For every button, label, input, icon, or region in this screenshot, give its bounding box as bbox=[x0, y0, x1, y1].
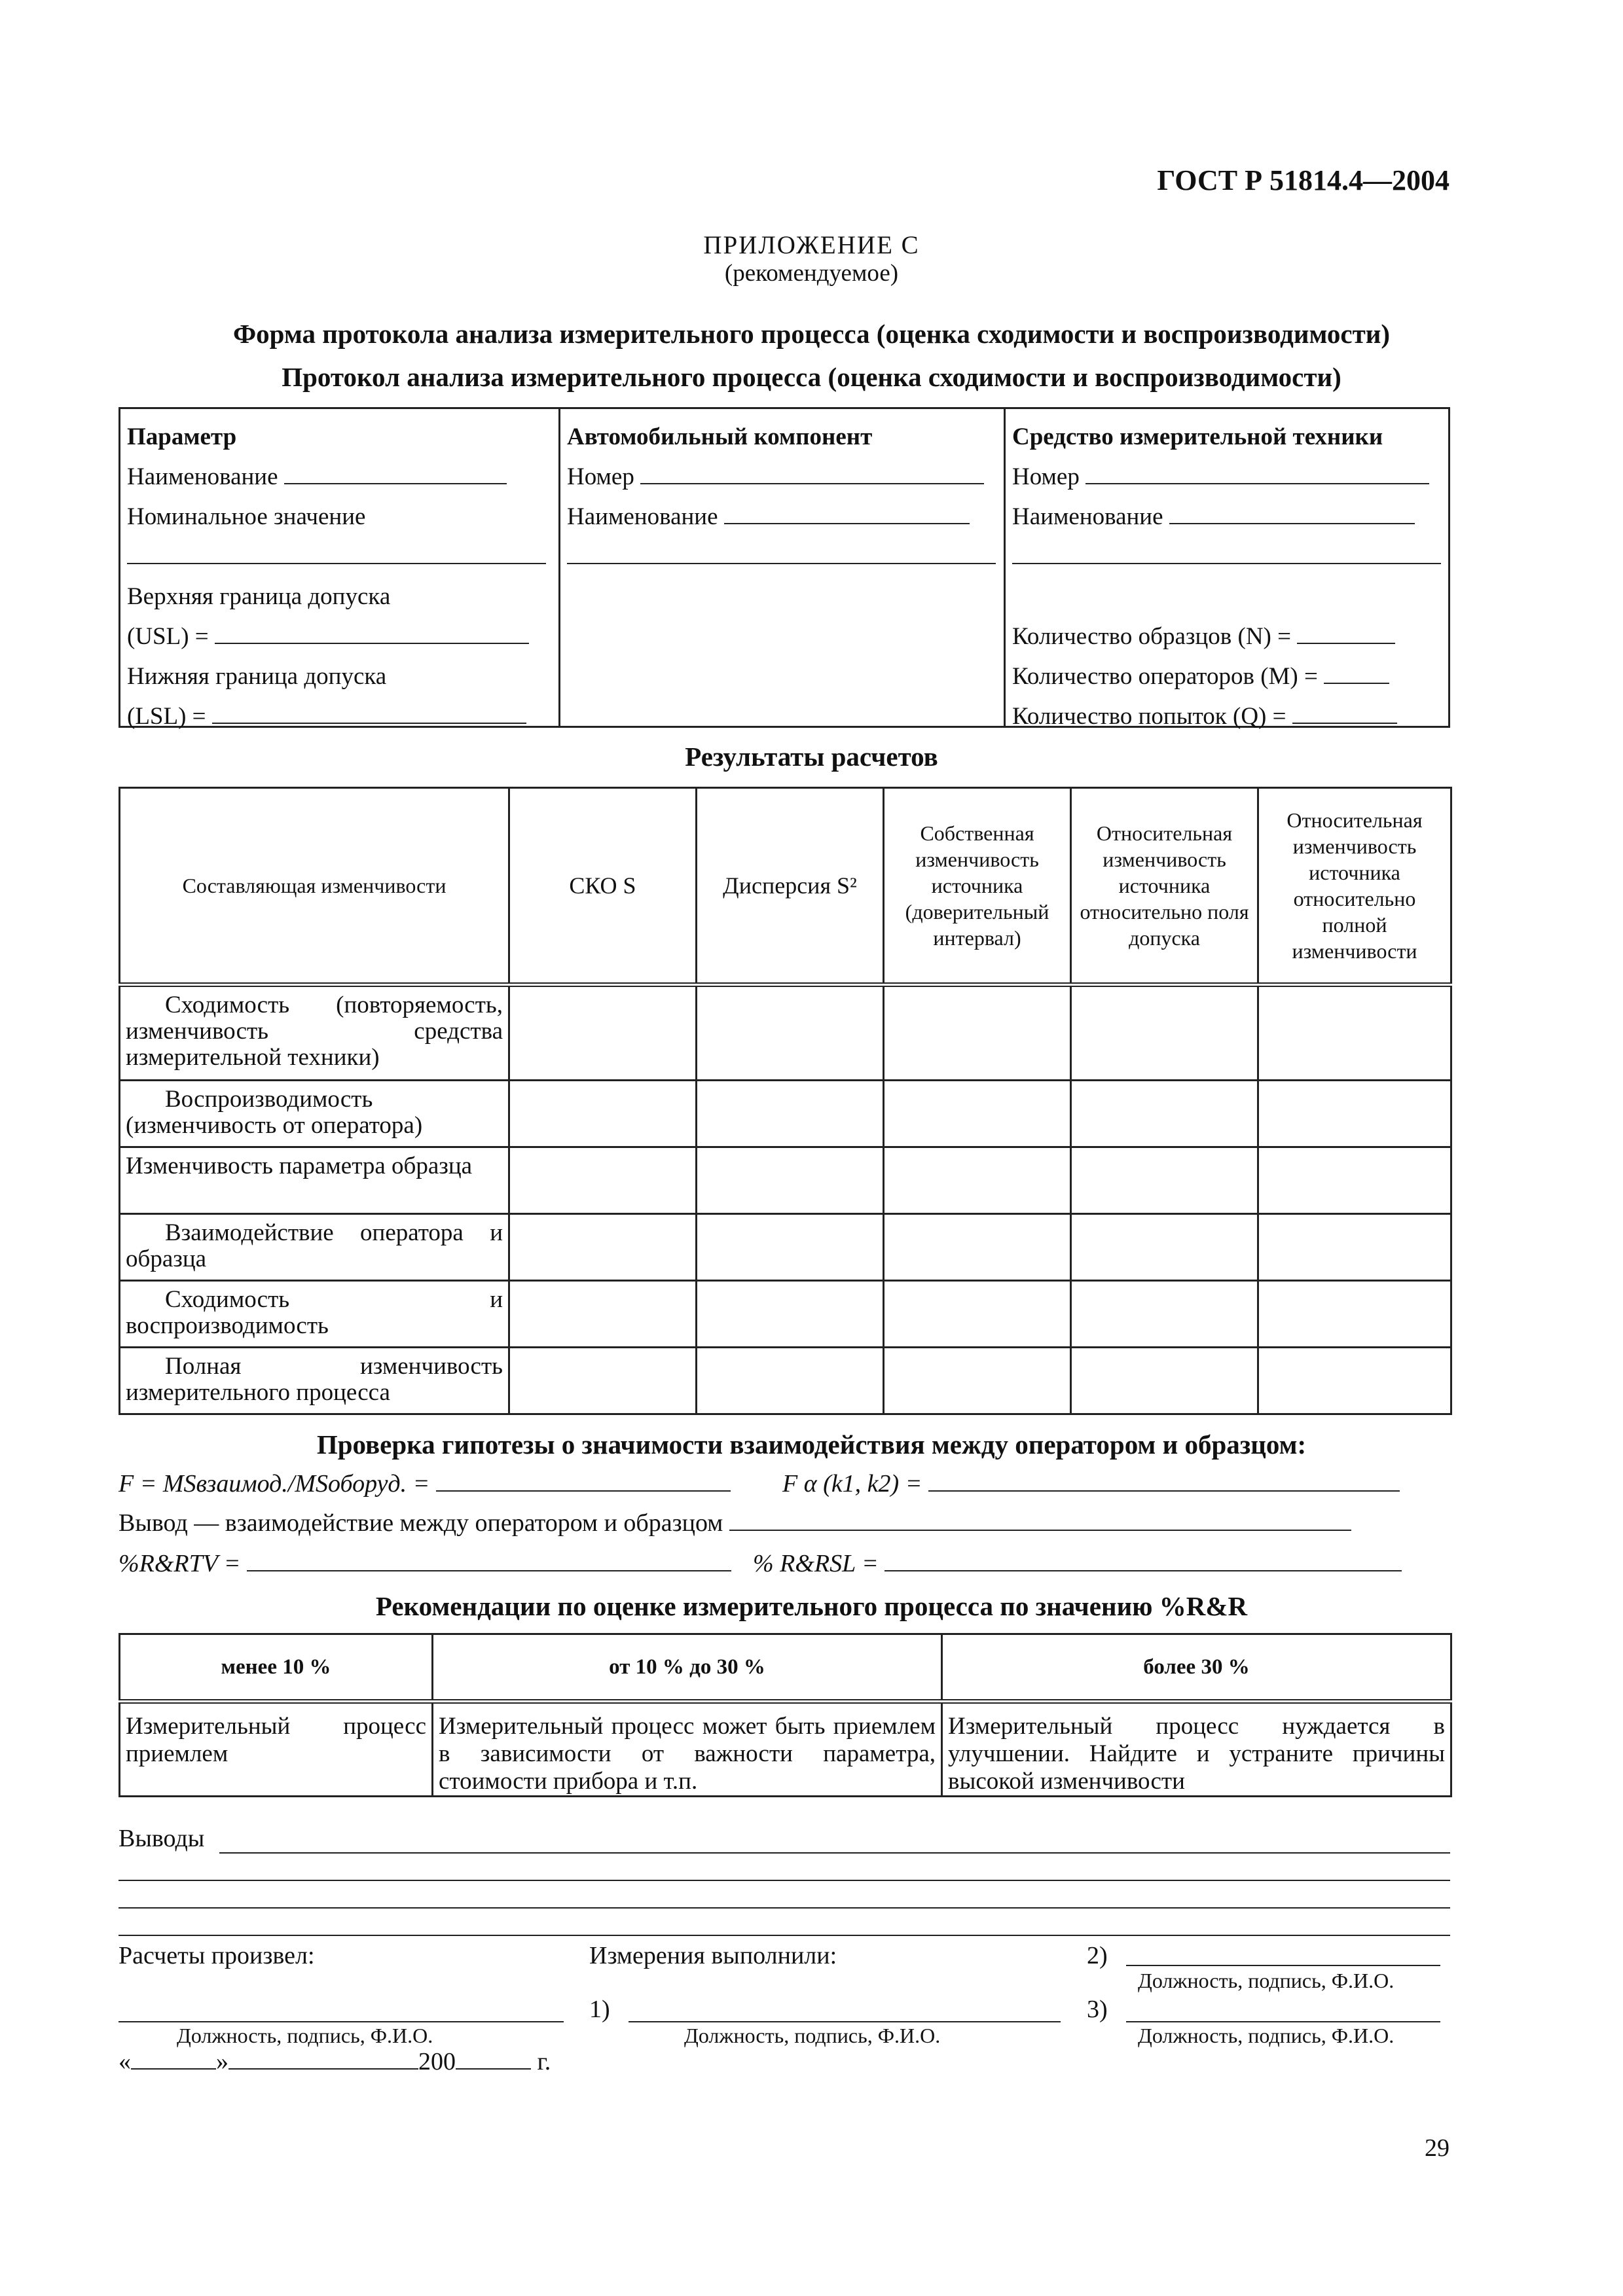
cell-input[interactable] bbox=[697, 985, 884, 1081]
date-suffix: г. bbox=[537, 2048, 551, 2075]
table-row bbox=[120, 1081, 1451, 1147]
row-label: Полная изменчивость измерительного процесса bbox=[120, 1348, 509, 1414]
f-formula: F = MSвзаимод./MSоборуд. = bbox=[119, 1470, 430, 1498]
cell-input[interactable] bbox=[884, 985, 1071, 1081]
lsl-formula: (LSL) = bbox=[127, 703, 206, 730]
cell-input[interactable] bbox=[1071, 1281, 1258, 1348]
date-year-prefix: 200 bbox=[418, 2048, 456, 2075]
cell-input[interactable] bbox=[509, 1348, 697, 1414]
cell-input[interactable] bbox=[884, 1214, 1071, 1281]
results-header: Составляющая изменчивости bbox=[120, 788, 509, 985]
f-alpha-field[interactable] bbox=[928, 1490, 1400, 1492]
f-alpha-row bbox=[782, 1469, 1400, 1498]
parameter-heading: Параметр bbox=[127, 423, 237, 450]
cell-input[interactable] bbox=[884, 1147, 1071, 1214]
conclusions-line[interactable] bbox=[219, 1852, 1450, 1854]
signature-line-2[interactable] bbox=[1126, 1965, 1440, 1966]
samples-field[interactable] bbox=[1297, 643, 1395, 644]
nominal-field[interactable] bbox=[127, 563, 546, 564]
instrument-column bbox=[1006, 409, 1452, 730]
signature-caption: Должность, подпись, Ф.И.О. bbox=[684, 2024, 941, 2047]
nominal-label: Номинальное значение bbox=[127, 503, 366, 530]
usl-field[interactable] bbox=[215, 643, 529, 644]
conclusion-row bbox=[119, 1509, 1351, 1537]
date-year-field[interactable] bbox=[456, 2068, 531, 2070]
signer-number: 3) bbox=[1087, 1996, 1108, 2023]
rr-sl-field[interactable] bbox=[884, 1570, 1402, 1571]
recommendation-header: более 30 % bbox=[942, 1634, 1451, 1702]
parameter-column bbox=[120, 409, 560, 730]
cell-input[interactable] bbox=[697, 1348, 884, 1414]
row-label: Сходимость (повторяемость, изменчивость средства измерительной техники) bbox=[120, 985, 509, 1081]
signature-caption: Должность, подпись, Ф.И.О. bbox=[1138, 1969, 1395, 1992]
component-number-field[interactable] bbox=[640, 483, 984, 484]
signature-line-1[interactable] bbox=[629, 2021, 1061, 2022]
operators-label: Количество операторов (M) = bbox=[1012, 663, 1318, 690]
usl-label: Верхняя граница допуска bbox=[127, 583, 391, 610]
trials-label: Количество попыток (Q) = bbox=[1012, 703, 1286, 730]
cell-input[interactable] bbox=[509, 1081, 697, 1147]
recommendation-cell: Измерительный процесс может быть приемлем в зависимости от важности параметра, стоимости прибора и т.п. bbox=[433, 1702, 942, 1797]
parameters-table bbox=[119, 407, 1450, 728]
cell-input[interactable] bbox=[697, 1214, 884, 1281]
cell-input[interactable] bbox=[884, 1348, 1071, 1414]
calc-signature-line[interactable] bbox=[119, 2021, 564, 2022]
signer-number: 2) bbox=[1087, 1942, 1108, 1969]
instrument-heading: Средство измерительной техники bbox=[1012, 423, 1383, 450]
date-day-field[interactable] bbox=[131, 2068, 216, 2070]
results-header: Относительная изменчивость источника относительно полной изменчивости bbox=[1258, 788, 1451, 985]
lsl-field[interactable] bbox=[212, 723, 526, 724]
table-row bbox=[120, 1348, 1451, 1414]
cell-input[interactable] bbox=[1258, 985, 1451, 1081]
cell-input[interactable] bbox=[1071, 985, 1258, 1081]
cell-input[interactable] bbox=[1071, 1214, 1258, 1281]
calc-by-label: Расчеты произвел: bbox=[119, 1942, 315, 1969]
rr-sl-label: % R&RSL = bbox=[753, 1550, 879, 1577]
cell-input[interactable] bbox=[509, 985, 697, 1081]
instrument-name-field[interactable] bbox=[1169, 523, 1415, 524]
rr-tv-field[interactable] bbox=[247, 1570, 731, 1571]
cell-input[interactable] bbox=[884, 1281, 1071, 1348]
lsl-label: Нижняя граница допуска bbox=[127, 663, 387, 690]
page-number: 29 bbox=[1425, 2134, 1450, 2162]
cell-input[interactable] bbox=[1071, 1348, 1258, 1414]
operators-field[interactable] bbox=[1324, 683, 1389, 684]
conclusions-line[interactable] bbox=[119, 1880, 1450, 1881]
results-header: Собственная изменчивость источника (доверительный интервал) bbox=[884, 788, 1071, 985]
cell-input[interactable] bbox=[1071, 1081, 1258, 1147]
signature-caption: Должность, подпись, Ф.И.О. bbox=[177, 2024, 433, 2047]
recommendations-title: Рекомендации по оценке измерительного процесса по значению %R&R bbox=[375, 1591, 1248, 1621]
results-table bbox=[119, 787, 1452, 1415]
conclusions-line[interactable] bbox=[119, 1907, 1450, 1909]
date-month-field[interactable] bbox=[228, 2068, 418, 2070]
rr-sl-row bbox=[753, 1549, 1402, 1578]
recommendation-header: от 10 % до 30 % bbox=[433, 1634, 942, 1702]
results-header: СКО S bbox=[509, 788, 697, 985]
f-formula-row bbox=[119, 1469, 731, 1498]
component-name-label: Наименование bbox=[567, 503, 718, 530]
cell-input[interactable] bbox=[1258, 1081, 1451, 1147]
usl-formula: (USL) = bbox=[127, 623, 209, 650]
hypothesis-title: Проверка гипотезы о значимости взаимодействия между оператором и образцом: bbox=[316, 1429, 1307, 1460]
recommendation-cell: Измерительный процесс нуждается в улучшении. Найдите и устраните причины высокой изменчивости bbox=[942, 1702, 1451, 1797]
recommendation-cell: Измерительный процесс приемлем bbox=[120, 1702, 433, 1797]
appendix-subtitle: (рекомендуемое) bbox=[724, 260, 899, 287]
conclusion-label: Вывод — взаимодействие между оператором и образцом bbox=[119, 1509, 723, 1537]
row-label: Воспроизводимость (изменчивость от оператора) bbox=[120, 1081, 509, 1147]
form-title: Форма протокола анализа измерительного процесса (оценка сходимости и воспроизводимости) bbox=[232, 319, 1391, 349]
cell-input[interactable] bbox=[1258, 1147, 1451, 1214]
instrument-name-label: Наименование bbox=[1012, 503, 1163, 530]
instrument-number-field[interactable] bbox=[1085, 483, 1429, 484]
component-name-field[interactable] bbox=[724, 523, 970, 524]
name-label: Наименование bbox=[127, 463, 278, 490]
document-code: ГОСТ Р 51814.4—2004 bbox=[1157, 164, 1450, 196]
cell-input[interactable] bbox=[697, 1281, 884, 1348]
signer-number: 1) bbox=[589, 1996, 610, 2023]
cell-input[interactable] bbox=[509, 1147, 697, 1214]
date-row: « » 200 г. bbox=[119, 2048, 551, 2075]
signature-line-3[interactable] bbox=[1126, 2021, 1440, 2022]
results-header: Дисперсия S² bbox=[697, 788, 884, 985]
rr-tv-row bbox=[119, 1549, 731, 1578]
samples-label: Количество образцов (N) = bbox=[1012, 623, 1291, 650]
row-label: Изменчивость параметра образца bbox=[120, 1147, 509, 1214]
component-number-label: Номер bbox=[567, 463, 634, 490]
cell-input[interactable] bbox=[509, 1281, 697, 1348]
instrument-extra-field[interactable] bbox=[1012, 563, 1441, 564]
name-field[interactable] bbox=[284, 483, 507, 484]
cell-input[interactable] bbox=[1258, 1214, 1451, 1281]
f-value-field[interactable] bbox=[436, 1490, 731, 1492]
cell-input[interactable] bbox=[697, 1147, 884, 1214]
table-row bbox=[120, 985, 1451, 1081]
trials-field[interactable] bbox=[1292, 723, 1397, 724]
component-extra-field[interactable] bbox=[567, 563, 996, 564]
cell-input[interactable] bbox=[509, 1214, 697, 1281]
results-header: Относительная изменчивость источника относительно поля допуска bbox=[1071, 788, 1258, 985]
recommendation-header: менее 10 % bbox=[120, 1634, 433, 1702]
signature-caption: Должность, подпись, Ф.И.О. bbox=[1138, 2024, 1395, 2047]
conclusion-field[interactable] bbox=[729, 1530, 1351, 1531]
conclusions-line[interactable] bbox=[119, 1935, 1450, 1936]
cell-input[interactable] bbox=[1258, 1281, 1451, 1348]
recommendations-table bbox=[119, 1633, 1452, 1797]
appendix-title: ПРИЛОЖЕНИЕ С bbox=[703, 231, 920, 259]
results-title: Результаты расчетов bbox=[685, 742, 938, 772]
table-row bbox=[120, 1214, 1451, 1281]
row-label: Взаимодействие оператора и образца bbox=[120, 1214, 509, 1281]
component-heading: Автомобильный компонент bbox=[567, 423, 873, 450]
component-column bbox=[560, 409, 1006, 726]
protocol-title: Протокол анализа измерительного процесса (оценка сходимости и воспроизводимости) bbox=[282, 362, 1341, 392]
f-alpha: F α (k1, k2) = bbox=[782, 1470, 922, 1498]
rr-tv-label: %R&RTV = bbox=[119, 1550, 241, 1577]
table-row bbox=[120, 1147, 1451, 1214]
cell-input[interactable] bbox=[697, 1081, 884, 1147]
cell-input[interactable] bbox=[884, 1081, 1071, 1147]
instrument-number-label: Номер bbox=[1012, 463, 1080, 490]
measured-by-label: Измерения выполнили: bbox=[589, 1942, 837, 1969]
row-label: Сходимость и воспроизводимость bbox=[120, 1281, 509, 1348]
conclusions-label: Выводы bbox=[119, 1825, 205, 1852]
cell-input[interactable] bbox=[1071, 1147, 1258, 1214]
cell-input[interactable] bbox=[1258, 1348, 1451, 1414]
table-row bbox=[120, 1281, 1451, 1348]
